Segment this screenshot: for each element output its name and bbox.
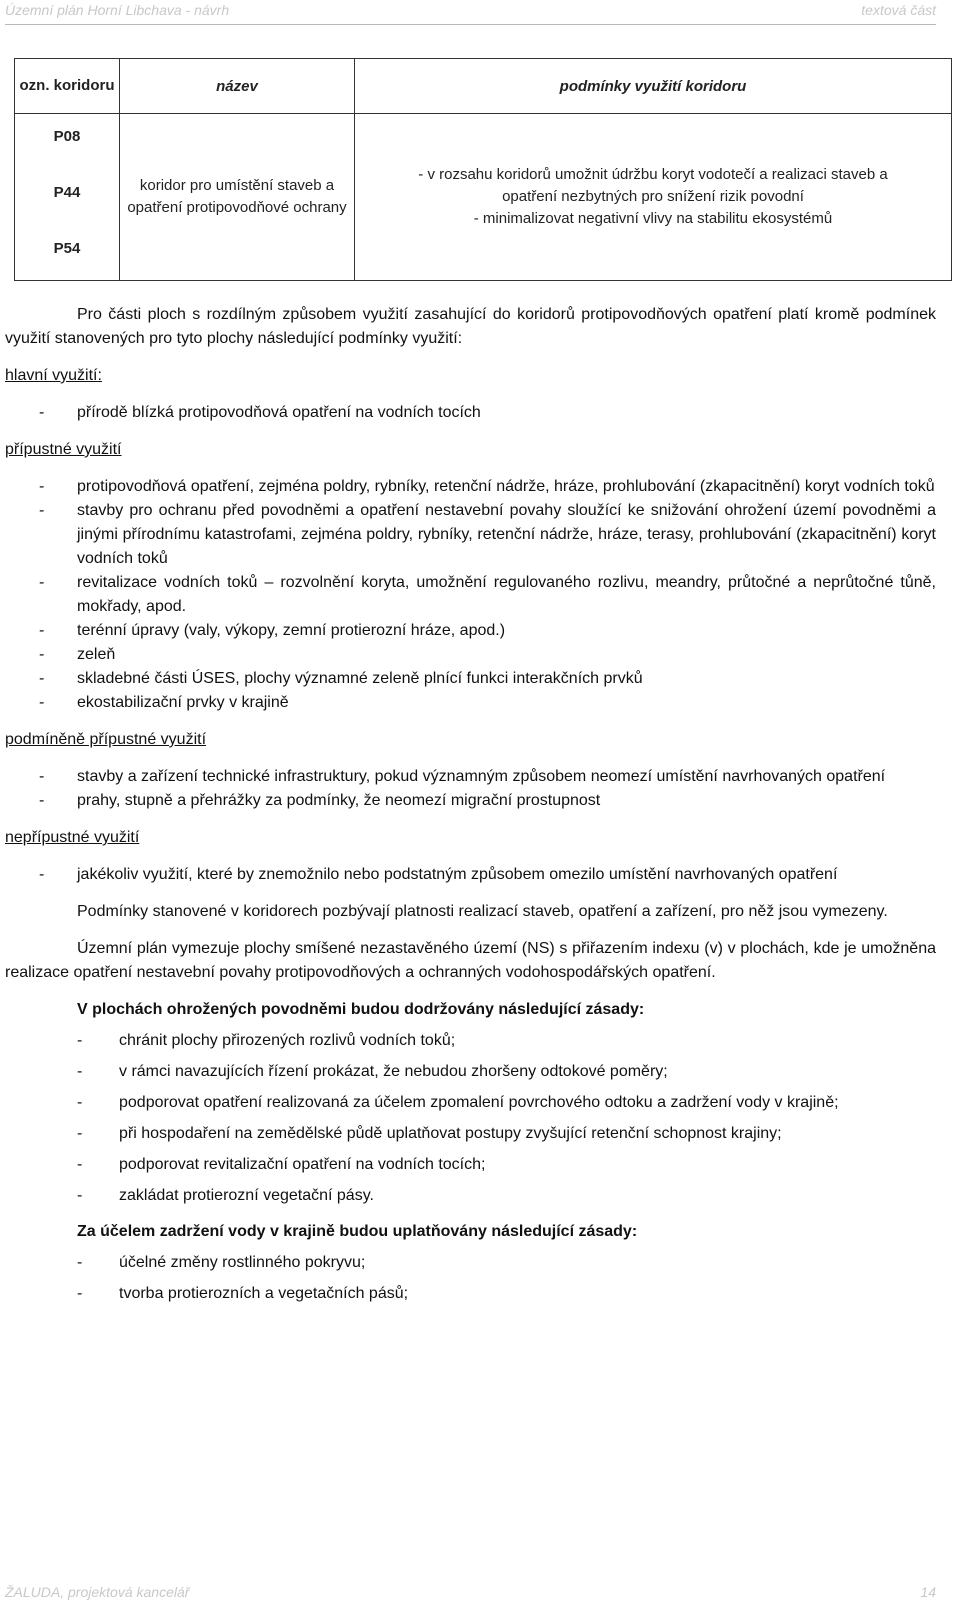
list-item: - ekostabilizační prvky v krajině: [5, 691, 936, 715]
body-text: [5, 303, 936, 1306]
list-item: - terénní úpravy (valy, výkopy, zemní protierozní hráze, apod.): [5, 619, 936, 643]
section-label: textová část: [861, 2, 936, 18]
list-item: - podporovat opatření realizovaná za účelem zpomalení povrchového odtoku a zadržení vody v krajině;: [5, 1091, 936, 1115]
page-number: 14: [920, 1584, 936, 1600]
company-name: ŽALUDA, projektová kancelář: [5, 1584, 190, 1600]
heading-zasady-water: Za účelem zadržení vody v krajině budou uplatňovány následující zásady:: [77, 1223, 638, 1240]
list-item: - stavby pro ochranu před povodněmi a opatření nestavební povahy sloužící ke snižování ohrožení území povodněmi a jinými přírodnímu katastrofami, zejména poldry, rybníky, retenční nádrže, hráze, terasy, prohlubování (zkapacitnění) koryt vodních toků: [5, 499, 936, 571]
list-nepripustne: [5, 863, 936, 887]
heading-pripustne: přípustné využití: [5, 441, 122, 458]
list-item: - stavby a zařízení technické infrastruktury, pokud významným způsobem neomezí umístění navrhovaných opatření: [5, 765, 936, 789]
list-item: - protipovodňová opatření, zejména poldry, rybníky, retenční nádrže, hráze, prohlubování (zkapacitnění) koryt vodních toků: [5, 475, 936, 499]
list-item: - jakékoliv využití, které by znemožnilo nebo podstatným způsobem omezilo umístění navrhovaných opatření: [5, 863, 936, 887]
heading-nepripustne: nepřípustné využití: [5, 829, 140, 846]
list-hlavni: [5, 401, 936, 425]
corridor-conditions: [355, 114, 952, 281]
list-item: - v rámci navazujících řízení prokázat, že nebudou zhoršeny odtokové poměry;: [5, 1060, 936, 1084]
condition-line: - v rozsahu koridorů umožnit údržbu koryt vodotečí a realizaci staveb a: [418, 166, 888, 183]
heading-zasady-flood: V plochách ohrožených povodněmi budou dodržovány následující zásady:: [77, 1001, 645, 1018]
corridor-table: [14, 58, 952, 281]
list-item: - prahy, stupně a přehrážky za podmínky, že neomezí migrační prostupnost: [5, 789, 936, 813]
table-row: [15, 114, 952, 281]
list-item: - při hospodaření na zemědělské půdě uplatňovat postupy zvyšující retenční schopnost krajiny;: [5, 1122, 936, 1146]
header-conditions: podmínky využití koridoru: [355, 59, 952, 114]
list-pripustne: [5, 475, 936, 715]
table-header-row: [15, 59, 952, 114]
heading-podminene: podmíněně přípustné využití: [5, 731, 207, 748]
list-item: - přírodě blízká protipovodňová opatření na vodních tocích: [5, 401, 936, 425]
heading-hlavni: hlavní využití:: [5, 367, 102, 384]
code-p08: P08: [53, 128, 81, 145]
code-p44: P44: [53, 184, 81, 201]
list-item: - skladebné části ÚSES, plochy významné zeleně plnící funkci interakčních prvků: [5, 667, 936, 691]
condition-line: - minimalizovat negativní vlivy na stabilitu ekosystémů: [473, 210, 833, 227]
condition-line: opatření nezbytných pro snížení rizik povodní: [502, 188, 804, 205]
list-item: - revitalizace vodních toků – rozvolnění koryta, umožnění regulovaného rozlivu, meandry, průtočné a neprůtočné tůně, mokřady, apod.: [5, 571, 936, 619]
list-zasady-flood: [5, 1029, 936, 1208]
list-item: - chránit plochy přirozených rozlivů vodních toků;: [5, 1029, 936, 1053]
header-name: název: [120, 59, 355, 114]
paragraph-ns-areas: Územní plán vymezuje plochy smíšené nezastavěného území (NS) s přiřazením indexu (v) v plochách, kde je umožněna realizace opatření nestavební povahy protipovodňových a ochranných vodohospodářských opatření.: [5, 940, 936, 981]
corridor-name: koridor pro umístění staveb a opatření protipovodňové ochrany: [120, 114, 355, 281]
paragraph-validity: Podmínky stanovené v koridorech pozbývají platnosti realizací staveb, opatření a zařízení, pro něž jsou vymezeny.: [77, 903, 888, 920]
list-item: - účelné změny rostlinného pokryvu;: [5, 1251, 936, 1275]
code-cell: [15, 114, 120, 281]
list-item: - podporovat revitalizační opatření na vodních tocích;: [5, 1153, 936, 1177]
intro-paragraph: Pro části ploch s rozdílným způsobem využití zasahující do koridorů protipovodňových opatření platí kromě podmínek využití stanovených pro tyto plochy následující podmínky využití:: [5, 306, 936, 347]
list-item: - zakládat protierozní vegetační pásy.: [5, 1184, 936, 1208]
header-code: ozn. koridoru: [15, 59, 120, 114]
list-podminene: [5, 765, 936, 813]
list-zasady-water: [5, 1251, 936, 1306]
list-item: - zeleň: [5, 643, 936, 667]
document-title: Územní plán Horní Libchava - návrh: [5, 2, 230, 18]
code-p54: P54: [53, 240, 81, 257]
list-item: - tvorba protierozních a vegetačních pásů;: [5, 1282, 936, 1306]
page-header: [5, 0, 936, 25]
